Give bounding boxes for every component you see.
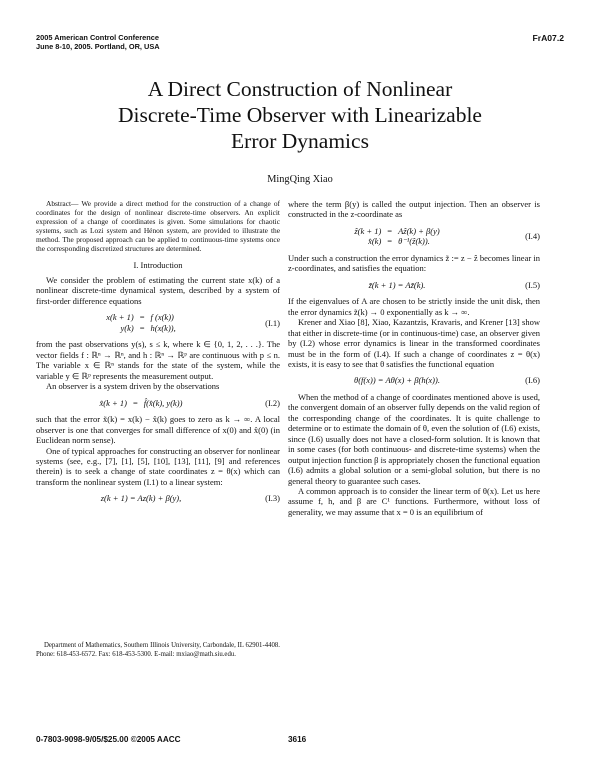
title-line-3: Error Dynamics (231, 129, 369, 153)
intro-paragraph-2: from the past observations y(s), s ≤ k, where k ∈ {0, 1, 2, . . .}. The vector fields f : ℝⁿ → ℝⁿ, and h : ℝⁿ → ℝᵖ are continuous with p ≤ n. The variable x ∈ ℝⁿ stands for the state of the system, while the variable y ∈ ℝᵖ represents the measurement output. (36, 339, 280, 381)
left-column (36, 199, 280, 510)
equation-number: (I.3) (265, 493, 280, 504)
intro-paragraph-1: We consider the problem of estimating the current state x(k) of a nonlinear discrete-time dynamical system, described by a system of first-order difference equations (36, 275, 280, 306)
equation-I3 (36, 493, 280, 503)
copyright-isbn: 0-7803-9098-9/05/$25.00 ©2005 AACC (36, 735, 181, 744)
footnote (36, 642, 280, 659)
eq1-row2-lhs: y(k) (120, 322, 134, 333)
footnote-affiliation: Department of Mathematics, Southern Illinois University, Carbondale, IL 62901-4408. Phone: 618-453-6572. Fax: 618-453-5300. E-mail: mxiao@math.siu.edu. (36, 642, 280, 658)
equation-I6 (288, 375, 540, 385)
title-line-1: A Direct Construction of Nonlinear (147, 77, 453, 101)
equation-number: (I.4) (525, 231, 540, 242)
equation-number: (I.2) (265, 397, 280, 408)
equation-I5 (288, 280, 540, 290)
equation-I1: x(k + 1) = f (x(k)) y(k) = h(x(k)), (I.1) (106, 312, 280, 333)
intro-paragraph-4: such that the error x̃(k) = x(k) − x̂(k) goes to zero as k → ∞. A local observer is one that converges for small difference of x(0) and x̂(0) (in Euclidean norm sense). (36, 414, 280, 446)
equation-I2: x̂(k + 1) = f̂(x̂(k), y(k)) (I.2) (99, 397, 280, 408)
title-line-2: Discrete-Time Observer with Linearizable (118, 103, 482, 127)
eq4-row1-rhs: Aẑ(k) + β(y) (398, 225, 440, 236)
page-number: 3616 (288, 735, 307, 744)
eq6: θ(f(x)) = Aθ(x) + β(h(x)). (354, 375, 440, 386)
right-paragraph-6: A common approach is to consider the linear term of θ(x). Let us here assume f, h, and β are C¹ functions. Furthermore, without loss of generality, we may assume that x = 0 is an equilibrium of (288, 485, 540, 517)
right-column (288, 199, 540, 517)
eq1-row1-lhs: x(k + 1) (106, 312, 134, 323)
session-code: FrA07.2 (532, 33, 564, 43)
section-heading: I. Introduction (133, 259, 183, 270)
author: MingQing Xiao (267, 174, 333, 185)
right-paragraph-2: Under such a construction the error dynamics z̃ := z − ẑ becomes linear in z-coordinates, and satisfies the equation: (288, 252, 540, 274)
eq4-row2-lhs: x̂(k) (368, 236, 382, 247)
eq4-row2-rhs: θ⁻¹(ẑ(k)). (398, 236, 430, 247)
abstract: Abstract— We provide a direct method for the construction of a change of coordinates for the design of nonlinear discrete-time observers. An explicit expression of a change of coordinates is given. Some simulations for chaotic systems, such as Lozi system and Hénon system, are provided to illustrate the method. The proposed approach can be applied to continuous-time systems once the corresponding discretized structures are determined. (36, 199, 280, 254)
conference-line-2: June 8-10, 2005. Portland, OR, USA (36, 42, 160, 52)
equation-number: (I.6) (525, 375, 540, 386)
conference-line-1: 2005 American Control Conference (36, 33, 159, 42)
eq1-row2-rhs: h(x(k)), (150, 322, 176, 333)
equation-number: (I.1) (265, 317, 280, 328)
intro-paragraph-3: An observer is a system driven by the observations (46, 381, 220, 392)
right-paragraph-3: If the eigenvalues of A are chosen to be strictly inside the unit disk, then the error dynamics z̃(k) → 0 exponentially as k → ∞. (288, 296, 540, 317)
right-paragraph-1: where the term β(y) is called the output injection. Then an observer is constructed in the z-coordinate as (288, 199, 540, 220)
eq1-row1-rhs: f (x(k)) (150, 312, 174, 323)
equation-I4: ẑ(k + 1) = Aẑ(k) + β(y) x̂(k) = θ⁻¹(ẑ(k)). (I.4) (354, 225, 540, 247)
equation-number: (I.5) (525, 279, 540, 290)
right-paragraph-5: When the method of a change of coordinates mentioned above is used, the convergent domain of an observer fully depends on the valid region of the corresponding change of the coordinates. It is quite challenge to determine or to estimate the domain of θ, even the solution of (I.6) exists, since (I.6) usually does not have a closed-form solution. It is known that in some cases (for both continuous- and discrete-time systems) when the output injection function β is appropriately chosen the functional equation (I.6) admits a global solution or a semi-global solution, but there is no general theory to guarantee such cases. (288, 391, 540, 486)
right-paragraph-4: Krener and Xiao [8], Xiao, Kazantzis, Kravaris, and Krener [13] show that either in discrete-time (or in continuous-time) case, an observer given by (I.2) whose error dynamics is linear in the transformed coordinates must be in the form of (I.4). If such a change of coordinates z = θ(x) exists, it is easy to see that θ satisfies the functional equation (288, 317, 540, 369)
paper-title (0, 76, 600, 154)
eq4-row1-lhs: ẑ(k + 1) (354, 225, 382, 236)
conference-info (36, 33, 160, 52)
eq3: z(k + 1) = Az(k) + β(y), (100, 493, 182, 504)
eq2-rhs: f̂(x̂(k), y(k)) (143, 397, 183, 408)
intro-paragraph-5: One of typical approaches for constructing an observer for nonlinear systems (see, e.g., [7], [1], [5], [10], [13], [11], [9] and references therein) is to seek a change of state coordinates z = θ(x) which can transform the nonlinear system (I.1) to a linear system: (36, 445, 280, 487)
eq5: z̃(k + 1) = Az̃(k). (368, 279, 426, 290)
eq2-lhs: x̂(k + 1) (99, 397, 127, 408)
